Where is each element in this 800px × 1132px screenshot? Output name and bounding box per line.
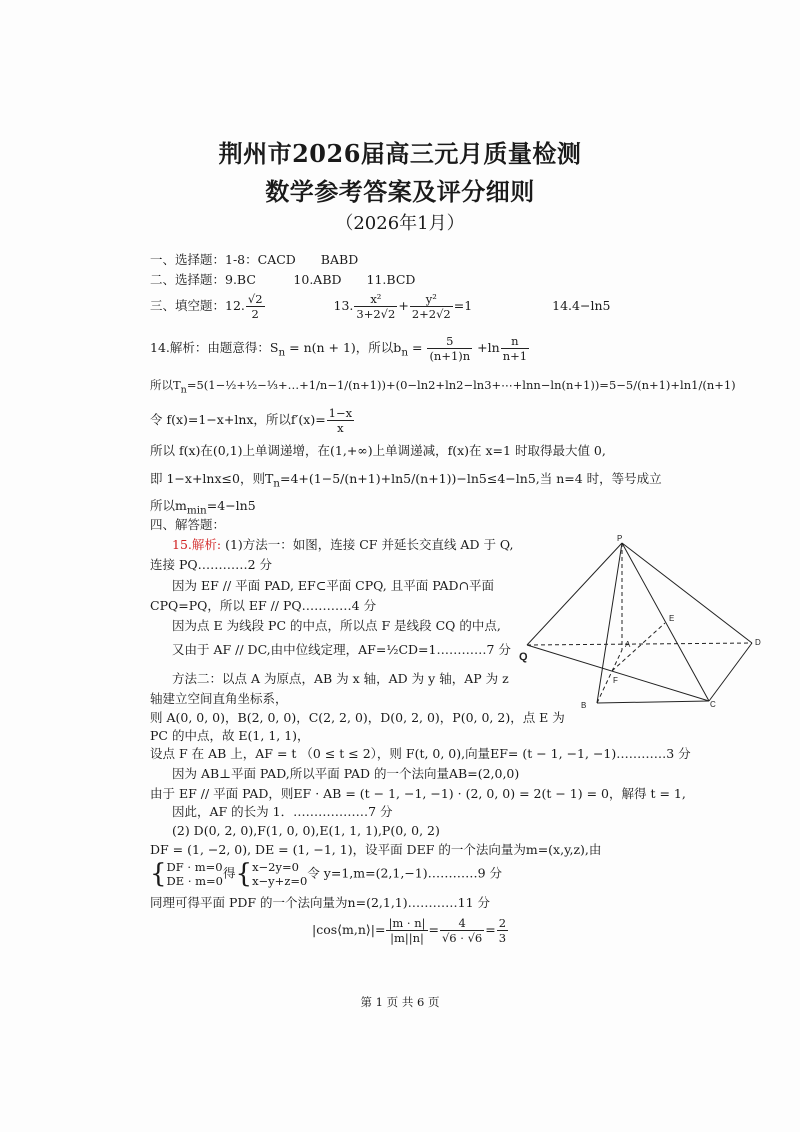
label-D: D — [755, 638, 761, 647]
p15-line16: DF = (1, −2, 0), DE = (1, −1, 1)，设平面 DEF 的一个法向量为m=(x,y,z),由 — [150, 842, 602, 857]
p15-line4: CPQ=PQ，所以 EF // PQ…………4 分 — [150, 598, 377, 613]
p15-line9: 则 A(0, 0, 0)，B(2, 0, 0)，C(2, 2, 0)，D(0, 2, 0)，P(0, 0, 2)，点 E 为 — [150, 710, 565, 725]
p14-line1: 14.解析：由题意得：$S_n = n(n + 1)$，所以$b_n$ = $\frac{5}{(n+1)n}$ +ln $\frac{n}{n+1}$ — [150, 334, 528, 363]
p14-line4: 所以 f(x)在(0,1)上单调递增，在(1,+∞)上单调递减，f(x)在 x=1 时取得最大值 0, — [150, 443, 606, 458]
p15-line15: (2) D(0, 2, 0),F(1, 0, 0),E(1, 1, 1),P(0, 0, 2) — [172, 823, 440, 838]
p14-line3: 令 f(x)=1−x+lnx，所以f′(x)= $\frac{1-x}{x}$ — [150, 406, 353, 435]
p15-heading: 15.解析: — [172, 537, 222, 552]
edge-CD — [709, 643, 752, 701]
section-choice-1: 一、选择题：1-8：CACD BABD — [150, 252, 359, 267]
section-answers: 四、解答题： — [150, 517, 226, 532]
p15-line5: 因为点 E 为线段 PC 的中点，所以点 F 是线段 CQ 的中点, — [172, 618, 501, 633]
edge-PD — [622, 543, 752, 643]
edge-PC — [622, 543, 709, 701]
label-B: B — [581, 701, 587, 710]
edge-BC — [597, 701, 709, 703]
exam-date: （2026年1月） — [335, 213, 465, 234]
p15-line7: 方法二：以点 A 为原点，AB 为 x 轴，AD 为 y 轴，AP 为 z — [172, 671, 509, 686]
doc-subtitle: 数学参考答案及评分细则 — [265, 177, 535, 206]
edge-QD — [527, 643, 752, 645]
edge-PB — [597, 543, 622, 703]
q12-fraction: $\frac{√2}{2}$ — [247, 292, 263, 321]
p14-line2: 所以$T_n=5(1-\frac{1}{2}+\frac{1}{2}-\frac{1}{3}+\dots+1/n-1/(n+1))+(0-\ln 2+\ln 2-\ln 3+\cdots+\ln n-\ln(n+1))=5-5/(n+1)+\ln 1/(n+1)$ — [150, 378, 736, 396]
p15-line10: PC 的中点，故 E(1, 1, 1)， — [150, 728, 310, 743]
p15-line2: 连接 PQ…………2 分 — [150, 557, 273, 572]
p15-line12: 因为 AB⊥平面 PAD,所以平面 PAD 的一个法向量AB=(2,0,0) — [172, 766, 520, 781]
q13-fraction-y: $\frac{\text{y²}}{2+2√2}$ — [411, 292, 451, 321]
p15-line6: 又由于 AF // DC,由中位线定理，AF=½CD=1…………7 分 — [172, 642, 511, 657]
p15-line13: 由于 EF // 平面 PAD，则EF · AB = (t − 1, −1, −1) · (2, 0, 0) = 2(t − 1) = 0，解得 t = 1, — [150, 786, 686, 801]
p15-line14: 因此，AF 的长为 1．………………7 分 — [172, 804, 393, 819]
p14-line5: 即 1−x+lnx≤0，则$T_n=4+(1-5/(n+1)+\ln 5/(n+1))-\ln 5\le 4-\ln 5$,当 n=4 时，等号成立 — [150, 471, 662, 490]
exam-title: 荆州市2026届高三元月质量检测 — [218, 139, 582, 168]
label-C: C — [710, 700, 716, 709]
p15-cosine: |cos⟨m,n⟩|= $\frac{|m \cdot n|}{|m||n|}$ = $\frac{4}{√6 \cdot √6}$ = $\frac{2}{3}$ — [312, 916, 507, 945]
label-Q: Q — [519, 651, 528, 663]
p15-line8: 轴建立空间直角坐标系， — [150, 691, 288, 706]
edge-FE — [612, 623, 665, 671]
p14-line6: 所以$m_{min}=4-\ln 5$ — [150, 498, 256, 517]
edge-QC — [527, 645, 709, 701]
q14-answer: 14.4−ln5 — [552, 298, 611, 313]
p15-line11: 设点 F 在 AB 上，AF = t （0 ≤ t ≤ 2），则 F(t, 0, 0),向量EF= (t − 1, −1, −1)…………3 分 — [150, 746, 691, 761]
section-fill-blank: 三、填空题：12. $\frac{√2}{2}$ 13. $\frac{\text{x²}}{3+2√2}$ + $\frac{\text{y²}}{2+2√2}$ =1 14.4−ln5 — [150, 292, 611, 321]
p15-line3: 因为 EF // 平面 PAD, EF⊂平面 CPQ, 且平面 PAD∩平面 — [172, 578, 494, 593]
p15-line1: 15.解析: (1)方法一：如图，连接 CF 并延长交直线 AD 于 Q, — [172, 537, 514, 552]
edge-PQ — [527, 543, 622, 645]
q13-fraction-x: $\frac{\text{x²}}{3+2√2}$ — [356, 292, 396, 321]
label-A: A — [625, 640, 631, 649]
page-footer: 第 1 页 共 6 页 — [360, 995, 440, 1009]
pyramid-figure — [517, 533, 779, 718]
label-P: P — [617, 534, 623, 543]
label-E: E — [669, 614, 675, 623]
p15-line18: 同理可得平面 PDF 的一个法向量为n=(2,1,1)…………11 分 — [150, 895, 491, 910]
p15-system: { DF · m=0 DE · m=0 得{ x−2y=0 x−y+z=0 令 y=1,m=(2,1,−1)…………9 分 — [150, 859, 503, 889]
label-F: F — [613, 676, 618, 685]
section-choice-2: 二、选择题：9.BC 10.ABD 11.BCD — [150, 272, 416, 287]
